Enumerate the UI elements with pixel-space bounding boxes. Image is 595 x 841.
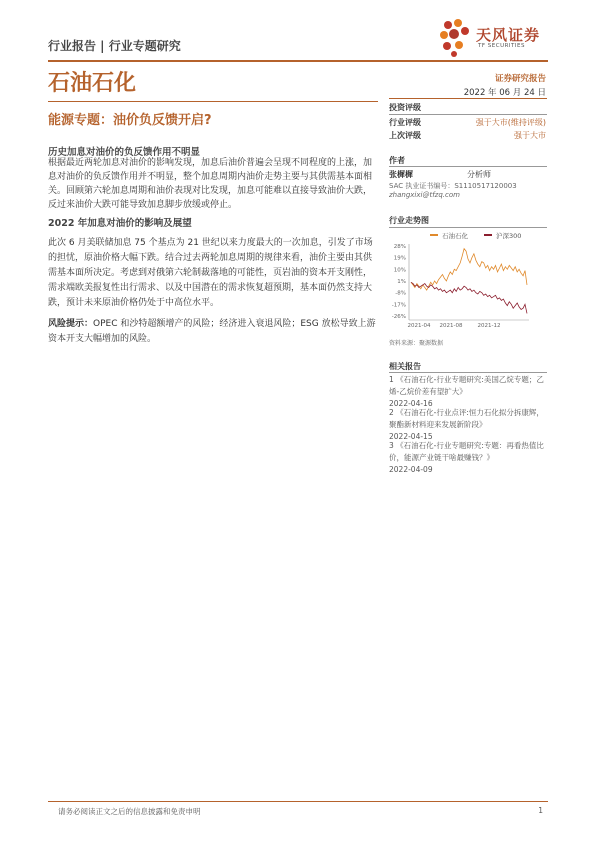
industry-rating-value: 强于大市(维持评级)	[475, 118, 546, 127]
risk-text: OPEC 和沙特超额增产的风险；经济进入衰退风险；ESG 放松导致上游资本开支大幅增加的风险。	[48, 319, 376, 344]
chart-source: 资料来源：聚源数据	[389, 340, 444, 347]
section-1-heading: 历史加息对油价的负反馈作用不明显	[48, 147, 201, 158]
rating-heading: 投资评级	[389, 103, 421, 112]
author-divider	[389, 166, 547, 167]
section-2-heading: 2022 年加息对油价的影响及展望	[48, 218, 192, 229]
industry-rating-label: 行业评级	[389, 118, 421, 127]
report-date: 2022 年 06 月 24 日	[463, 88, 546, 98]
y-tick-label: -26%	[391, 314, 406, 320]
rating-divider	[389, 114, 547, 115]
risk-label: 风险提示：	[48, 319, 94, 329]
x-tick-label: 2021-04	[407, 323, 431, 329]
author-license: SAC 执业证书编号：S1110517120003	[389, 182, 517, 190]
doc-title: 能源专题：油价负反馈开启?	[48, 113, 212, 128]
last-rating-label: 上次评级	[389, 131, 421, 140]
header-divider	[48, 60, 548, 62]
y-tick-label: 1%	[397, 279, 406, 285]
legend-swatch-oil	[430, 234, 438, 236]
section-2-text: 此次 6 月美联储加息 75 个基点为 21 世纪以来力度最大的一次加息，引发了市场的担忧，原油价格大幅下跌。结合过去两轮加息周期的规律来看，油价主要由其供需基本面所决定。考虑到对俄第六轮制裁落地的可能性，页岩油的资本开支刚性，需求端欧美报复性出行需求、以及中国潜在的需求恢复超预期，基本面仍然支持大跌，预计未来原油价格仍处于中高位水平。	[48, 238, 373, 308]
related-item-1-title[interactable]: 1 《石油石化-行业专题研究:美国乙烷专题；乙烯-乙烷价差有望扩大》	[389, 375, 544, 396]
related-item-2-title[interactable]: 2 《石油石化-行业点评:恒力石化拟分拆康辉，聚酯新材料迎来发展新阶段》	[389, 408, 544, 429]
risk-warning	[48, 317, 378, 347]
last-rating-value: 强于大市	[514, 131, 546, 140]
chart-divider	[389, 227, 547, 228]
industry-name: 石油石化	[48, 71, 137, 96]
related-item-3-title[interactable]: 3 《石油石化-行业专题研究:专题：再看热值比价，能源产业链干啥最赚钱？》	[389, 441, 544, 462]
footer-divider	[48, 801, 548, 802]
author-heading: 作者	[389, 156, 405, 165]
title-top-rule	[48, 101, 378, 102]
footer-disclaimer: 请务必阅读正文之后的信息披露和免责申明	[58, 807, 201, 816]
page-number: 1	[538, 806, 543, 815]
author-name: 张樨樨	[389, 170, 413, 179]
right-top-rule	[389, 98, 547, 99]
y-tick-label: 28%	[393, 244, 406, 250]
legend-label-csi300: 沪深300	[496, 232, 522, 240]
related-item-1-date: 2022-04-16	[389, 399, 433, 408]
related-item-3[interactable]	[389, 440, 549, 476]
related-item-1[interactable]	[389, 374, 549, 410]
y-tick-label: -8%	[395, 290, 406, 297]
section-1-text: 根据最近两轮加息对油价的影响发现，加息后油价普遍会呈现不同程度的上涨，加息对油价的负反馈作用并不明显，整个加息周期内油价走势主要与其供需基本面相关。回顾第六轮加息周期和油价表现对比发现，加息可能难以直接导致油价大跌，反过来油价大跌可能导致加息脚步放缓或停止。	[48, 158, 373, 210]
related-item-2[interactable]	[389, 407, 549, 443]
author-email[interactable]: zhangxixi@tfzq.com	[389, 191, 460, 199]
x-tick-label: 2021-08	[439, 323, 463, 329]
logo-text-en: TF SECURITIES	[478, 43, 525, 49]
series-line-oil	[411, 249, 527, 291]
x-tick-label: 2021-12	[477, 323, 501, 329]
legend-label-oil: 石油石化	[442, 232, 468, 240]
related-item-3-date: 2022-04-09	[389, 465, 433, 474]
industry-trend-chart	[389, 240, 549, 332]
series-line-csi300	[411, 282, 527, 313]
chart-heading: 行业走势图	[389, 216, 429, 225]
report-type: 证券研究报告	[494, 74, 546, 84]
y-tick-label: 19%	[393, 255, 406, 262]
legend-swatch-csi300	[484, 234, 492, 236]
related-heading: 相关报告	[389, 362, 421, 371]
related-item-2-date: 2022-04-15	[389, 432, 433, 441]
logo-text-cn: 天风证券	[476, 26, 541, 44]
related-divider	[389, 372, 547, 373]
report-breadcrumb: 行业报告 | 行业专题研究	[48, 39, 181, 53]
y-tick-label: -17%	[391, 302, 406, 309]
y-tick-label: 10%	[393, 267, 406, 274]
author-role: 分析师	[467, 170, 491, 179]
